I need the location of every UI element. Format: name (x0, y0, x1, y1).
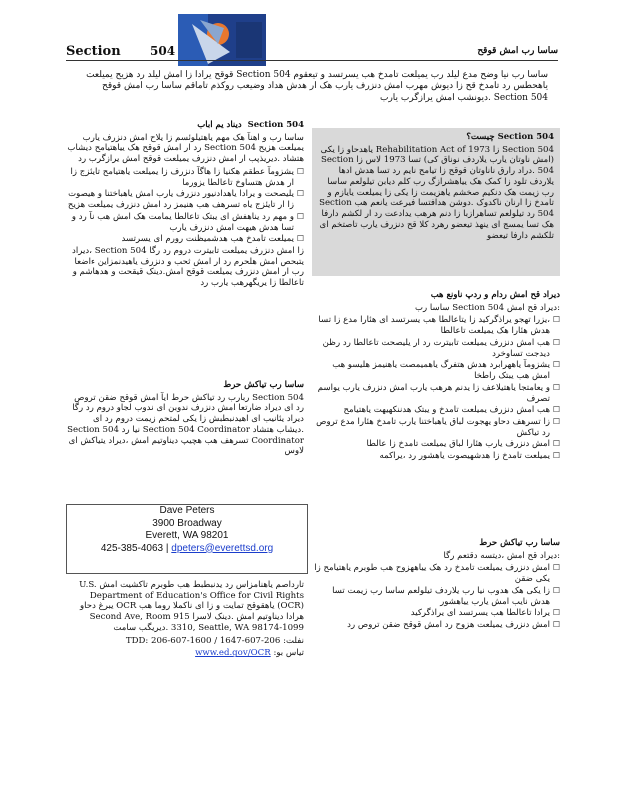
rights-list (312, 315, 560, 462)
checkbox-icon: ☐ (296, 211, 304, 221)
list-item: ☐ یرادا تاعالطا هب یسرتسد ای یراذگرکید (410, 608, 560, 619)
list-item: ☐ یشزومآ عطقم هکنیا زا هاگآ دنزرف زا یمیلعت یاهتیامح تایئزج زا ار هدش هتساوخ تاعالطا یزورما (70, 166, 304, 188)
list-item: ☐ و یعامتجا یاهتیلاعف زا یدنم هرهب یارب امش دنزرف یارب یواسم تصرف (317, 382, 560, 404)
contact-section (66, 380, 304, 498)
ocr-web-label: تیاس بو: (273, 648, 304, 659)
ocr-phone-line (66, 636, 304, 647)
checkbox-icon: ☐ (296, 234, 304, 244)
header-subtitle: ساسا رب امش قوقح (477, 46, 558, 56)
complaints-list (312, 563, 560, 630)
what-is-heading: Section 504 چیست؟ (466, 132, 554, 142)
ocr-paragraph: تارداصم یاهنامزاس رد یدنبطبط هب طوبرم تاکشیت امش U.S. Department of Education's Office for Civil Rights (OCR) یاهقوقح تمایت و زا ای ناکملا روما هب OCR یبرغ دحاو هرادا دیناوتیم امش .دینک لاسرا 915 Second Ave, Room 3310, Seattle, WA 98174-1099 .دیریگب سامت (79, 580, 304, 633)
list-item: ☐ ،یزرا تهجو یراذگرکید زا یتاعالطا هب یسرتسد ای هئارا مدع زا تسا هدش هئارا هک یمیلعت تاعالطا (318, 315, 560, 337)
ocr-phone-values: 206-607-1647 / TDD: 206-607-1600 (125, 635, 281, 646)
parents-paragraph: ساسا رب و اهنآ هک مهم یاهتیلوئسم زا یلاح امش دنزرف یارب یمیلعت هزیح Section 504 رد ار امش قوقح هک ییاهتیامح دیشاب هتشاد .دیریذپب ار امش دنزرف یمیلعت قوقح امش یرازگرب رد (67, 132, 304, 165)
header-title: Section (66, 44, 121, 59)
coordinator-email-link[interactable]: dpeters@everettsd.org (171, 542, 274, 554)
list-item: ☐ امش دنزرف یمیلعت هزوح رد امش قوقح ضقن تروص رد (347, 620, 560, 631)
coordinator-contact-line: 425-385-4063 | dpeters@everettsd.org (100, 542, 274, 554)
list-item: ☐ امش دنزرف یارب هئارا لباق یمیلعت تامدخ زا عالطا (366, 439, 560, 450)
checkbox-icon: ☐ (552, 439, 560, 449)
intro-paragraph: ساسا رب نیا وضح مدع لیلد رب یمیلعت تامدخ هب یسرتسد و تیعقوم Section 504 قوقح یرادا زا امش لیلد رد هزیح یمیلعت یاهحطس رد تامدخ قح زا دیوش مهرب امش دنزرف یارب هک ار هدش هداد وضیعب روکذم تاماقم ساسا رب امش قوقح Section 504 .دیونشب امش یرازگرب یارب (86, 70, 548, 103)
coordinator-phone: 425-385-4063 (100, 542, 164, 554)
checkbox-icon: ☐ (552, 382, 560, 392)
parents-heading (66, 120, 304, 131)
ocr-web-line (66, 648, 304, 659)
checkbox-icon: ☐ (552, 563, 560, 573)
coordinator-address-line2: Everett, WA 98201 (145, 530, 229, 541)
checkbox-icon: ☐ (552, 608, 560, 618)
what-is-paragraph: Section 504 زا Rehabilitation Act of 1973 یاهدحاو زا یکی (امش ناوتان یارب یلاردف نوناق کی) تسا 1973 لاس زا Section 504 .دراد رارق ناناوتان قوقح زا تیامح نایم رد تسا هدش ادها یلاردف تلود زا کمک هک ییاهشرازگ رب کلم دیابن تیلولعم ساسا رب زیمت هک دنکیم صخشم یاهزیمت زا یکی زا یمیلعت یایازم و تامدخ زا ارنان ناکدوک .دوشن هدافتسا فیرعت یانعم هب Section 504 رد تیلولعم تساهرازبا زا دنم هرهب یدادعت رد ار لکشم دارفا هک تسا یمسج ای ینهذ تیعضو رهرد کلا قح دنزرف یارب تاصتخم ای تلکشم دارفا تیعضو (319, 144, 554, 241)
checkbox-icon: ☐ (552, 620, 560, 630)
ocr-phone-label: نفلت: (283, 635, 304, 646)
checkbox-icon: ☐ (296, 189, 304, 199)
parents-list (66, 167, 304, 245)
list-item: ☐ یشزومآ یاههرابرد هدش هتفرگ یاهمیمصت یاهنیمز هلیسو هب امش هب یبتک راطخا (332, 360, 560, 382)
ocr-web-link[interactable]: www.ed.gov/OCR (195, 648, 271, 659)
rights-intro: :دیراد قح امش Section 504 ساسا رب (414, 302, 560, 313)
contact-heading: ساسا رب تیاکش حرط (223, 380, 304, 390)
list-item: ☐ زا تسرهف دحاو یهجوت لباق یاهباختنا یارب تامدخ هئارا مدع تروص رد تیاکش (316, 416, 560, 438)
rights-section (312, 290, 560, 530)
parents-section-label: Section 504 (247, 120, 304, 130)
list-item: ☐ امش دنزرف یمیلعت تامدخ رد هک ییاههزوح هب طوبرم یاهتیامح زا یکی ضقن (314, 563, 560, 585)
list-item: ☐ یلیصحت و یرادا یاهدادنیور دنزرف یارب امش یاهباختنا و هیصوت زا ار تایئزج یاه تسرهف هب هنیمز رد امش دنزرف یمیلعت هزیح (67, 189, 304, 211)
rights-heading: دیراد قح امش ردام و ردپ ناونع هب (430, 290, 560, 300)
coordinator-name: Dave Peters (159, 505, 215, 516)
checkbox-icon: ☐ (552, 405, 560, 415)
checkbox-icon: ☐ (552, 315, 560, 325)
header-divider (66, 60, 558, 61)
list-item: ☐ زا یکی هک هدوب نیا رب یلاردف تیلولعم ساسا رب زیمت تسا هدش نایب امش یارب ییاهشور (332, 585, 560, 607)
complaints-intro: :دیراد قح امش ،دیتسه دقتعم رگا (443, 550, 560, 561)
header (66, 44, 558, 59)
list-item: ☐ یمیلعت تامدخ زا هدشهیصوت یاهشور رد ،یراکمه (379, 451, 560, 462)
complaints-section (312, 538, 560, 728)
list-item: ☐ هب امش دنزرف یمیلعت تابیترت رد ار یلیصحت تاعالطا رد رظن دیدجت تساوخرد (322, 337, 560, 359)
list-item: ☐ و مهم رد یناهفش ای یبتک تاعالطا یمامت هک امش هب نآ رد و تسا هدش هیهت امش دنزرف یارب (71, 211, 304, 233)
list-item: ☐ هب امش دنزرف یمیلعت تامدخ و یبتک هدننکهیهت یاهتیامح (343, 405, 560, 416)
checkbox-icon: ☐ (552, 337, 560, 347)
district-logo (178, 14, 266, 66)
parents-heading-text: دیناد یم اباب (197, 120, 242, 130)
coordinator-contact-box (66, 504, 308, 574)
parents-closing: زا امش دنزرف یمیلعت تابیترت دروم رد رگا Section 504 ،دیراد یتبحص امش هلحرم رد ار امش ثحب و دنزرف یاهیدنمزاین ءاضعا رب ار امش دنزرف یمیلعت قوقح امش.دینک قیقحت و هدهاشم و تاعالطا زا یریگهرهب یارب رد (72, 245, 304, 289)
checkbox-icon: ☐ (552, 585, 560, 595)
ocr-section (66, 580, 304, 730)
complaints-heading: ساسا رب تیاکش حرط (479, 538, 560, 548)
checkbox-icon: ☐ (296, 166, 304, 176)
list-item: ☐ یمیلعت تامدخ هب هدشمیظنت رورم ای یسرتسد (121, 234, 304, 245)
coordinator-address-line1: 3900 Broadway (152, 517, 222, 529)
contact-paragraph: Section 504 ربارب رد تیاکش حرط ایآ امش قوقح ضقن تروص رد ای دیراد ضارتعا امش دنزرف ندوبن ای ندوب لجاو دروم رد رگا دیراد یئانیب ای اهیدنبطبش زا یکی لمتحم زیمت دروم رد ای .دیشاب هتشاد Section 504 Coordinator نیا رد Section 504 Coordinator تسرهف هب هچیپ دیناوتیم امش ،دیراد یتیاکش ای لاوس (67, 392, 304, 457)
checkbox-icon: ☐ (552, 360, 560, 370)
header-section-number: 504 (150, 44, 176, 58)
logo-graphic (178, 14, 266, 66)
what-is-section-504-box (312, 128, 560, 276)
checkbox-icon: ☐ (552, 416, 560, 426)
checkbox-icon: ☐ (552, 451, 560, 461)
parents-section (66, 120, 304, 370)
